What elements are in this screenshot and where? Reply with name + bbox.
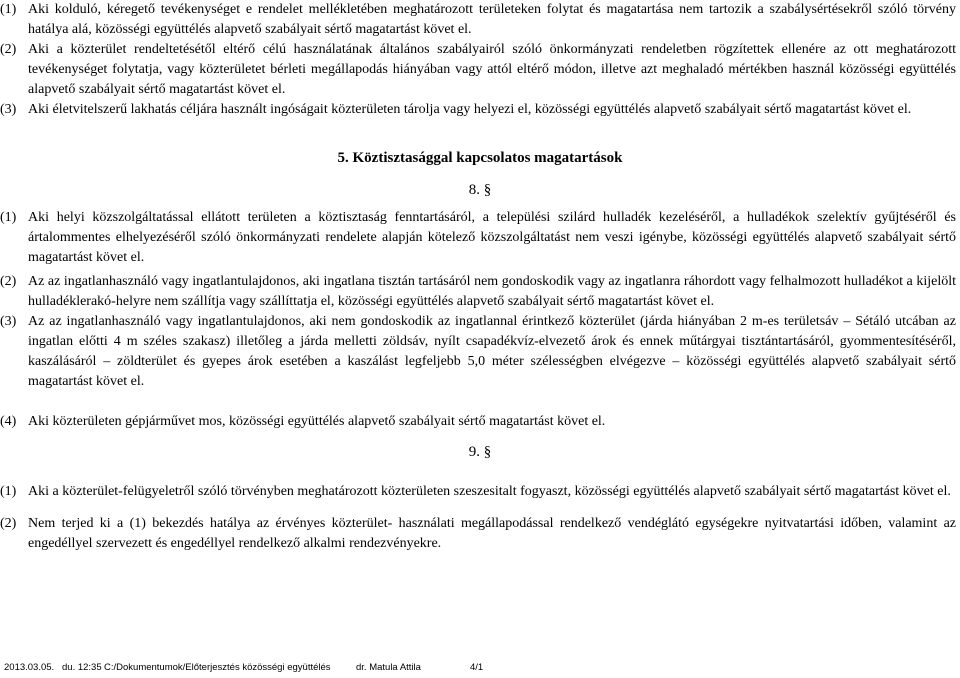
paragraph-2 (0, 40, 956, 100)
s8-paragraph-2 (0, 272, 956, 312)
paragraph-number: (4) (0, 414, 17, 429)
paragraph-3 (0, 100, 956, 120)
paragraph-number: (3) (0, 314, 17, 329)
paragraph-sign-9: 9. § (468, 444, 492, 460)
footer-path: C:/Dokumentumok/Előterjesztés közösségi együttélés (104, 662, 331, 673)
footer-page-number: 4/1 (470, 662, 484, 673)
s8-paragraph-4 (0, 412, 956, 432)
paragraph-text: Aki közterületen gépjárművet mos, közösségi együttélés alapvető szabályait sértő magatartást követ el. (28, 414, 606, 429)
paragraph-number: (2) (0, 516, 17, 531)
paragraph-number: (2) (0, 42, 17, 57)
s8-paragraph-1 (0, 208, 956, 268)
footer-date: 2013.03.05. (4, 662, 55, 673)
paragraph-text: Aki életvitelszerű lakhatás céljára használt ingóságait közterületen tárolja vagy helyezi el, közösségi együttélés alapvető szabályait sértő magatartást követ el. (28, 102, 912, 117)
paragraph-number: (3) (0, 102, 17, 117)
paragraph-sign-8: 8. § (468, 182, 492, 198)
paragraph-number: (1) (0, 2, 17, 17)
paragraph-text: Aki helyi közszolgáltatással ellátott területen a köztisztaság fenntartásáról, a települési szilárd hulladék kezeléséről, a hulladékok szelektív gyűjtéséről és ártalommentes elhelyezéséről szóló önkormányzati rendelete alapján kötelező közszolgáltatást nem veszi igénybe, közösségi együttélés alapvető szabályait sértő magatartást követ el. (28, 210, 956, 265)
paragraph-1 (0, 0, 956, 40)
paragraph-text: Nem terjed ki a (1) bekezdés hatálya az érvényes közterület- használati megállapodással rendelkező vendéglátó egységekre nyitvatartási időben, valamint az engedéllyel szervezett és engedéllyel rendelkező alkalmi rendezvényekre. (28, 516, 956, 551)
s9-paragraph-2 (0, 514, 956, 554)
paragraph-text: Aki a közterület-felügyeletről szóló törvényben meghatározott közterületen szeszesitalt fogyaszt, közösségi együttélés alapvető szabályait sértő magatartást követ el. (28, 484, 951, 499)
paragraph-text: Aki a közterület rendeltetésétől eltérő célú használatának általános szabályairól szóló önkormányzati rendeletben rögzítettek ellenére az ott meghatározott tevékenységet folytatja, vagy közterületet bérleti megállapodás hiányában vagy attól eltérő módon, illetve azt meghaladó mértékben használ közösségi együttélés alapvető szabályait sértő magatartást követ el. (28, 42, 956, 97)
paragraph-text: Az az ingatlanhasználó vagy ingatlantulajdonos, aki nem gondoskodik az ingatlannal érintkező közterület (járda hiányában 2 m-es területsáv – Sétáló utcában az ingatlan előtti 4 m széles szakasz) illetőleg a járda melletti zöldsáv, nyílt csapadékvíz-elvezető árok és ennek műtárgyai tisztántartásáról, gyommentesítéséről, kaszálásáról – zöldterület és gyepes árok esetében a kaszálást legfeljebb 5,0 méter szélességben elvégezve – közösségi együttélés alapvető szabályait sértő magatartást követ el. (28, 314, 956, 389)
paragraph-number: (1) (0, 484, 17, 499)
footer-time: du. 12:35 (62, 662, 102, 673)
page-footer (0, 660, 960, 676)
paragraph-number: (2) (0, 274, 17, 289)
footer-author: dr. Matula Attila (356, 662, 421, 673)
paragraph-text: Az az ingatlanhasználó vagy ingatlantulajdonos, aki ingatlana tisztán tartásáról nem gondoskodik vagy az ingatlanra ráhordott vagy felhalmozott hulladékot a kijelölt hulladéklerakó-helyre nem szállítja vagy szállíttatja el, közösségi együttélés alapvető szabályait sértő magatartást követ el. (28, 274, 956, 309)
s8-paragraph-3 (0, 312, 956, 392)
paragraph-text: Aki kolduló, kéregető tevékenységet e rendelet mellékletében meghatározott területeken folytat és magatartása nem tartozik a szabálysértésekről szóló törvény hatálya alá, közösségi együttélés alapvető szabályait sértő magatartást követ el. (28, 2, 956, 37)
paragraph-number: (1) (0, 210, 17, 225)
section-title: 5. Köztisztasággal kapcsolatos magatartások (337, 150, 623, 166)
s9-paragraph-1 (0, 482, 956, 502)
